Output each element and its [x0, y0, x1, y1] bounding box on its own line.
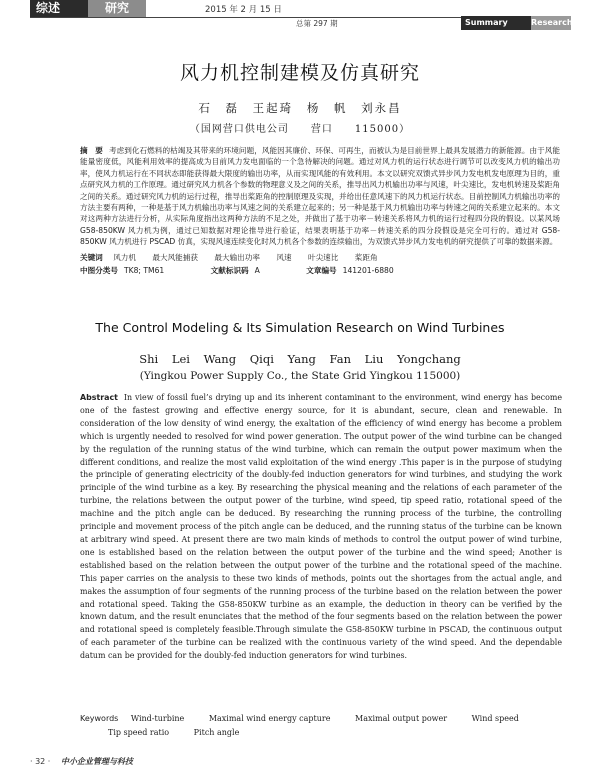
- en-keyword: Maximal output power: [355, 714, 448, 723]
- cn-author: 石 磊: [198, 101, 240, 115]
- en-keyword: Wind-turbine: [130, 714, 185, 723]
- english-keywords: [80, 712, 562, 740]
- article-no-label: 文章编号: [306, 266, 337, 275]
- research-label: Research: [531, 16, 571, 30]
- page-footer: [30, 756, 133, 767]
- article-no-value: 141201-6880: [342, 266, 394, 275]
- classification-line: [80, 265, 560, 276]
- cn-author: 王起琦: [252, 101, 294, 115]
- cn-keyword: 最大风能捕获: [152, 253, 198, 262]
- summary-research-tag: [461, 16, 571, 30]
- en-author: Wang Qiqi: [203, 352, 274, 366]
- en-keyword: Tip speed ratio: [108, 728, 170, 737]
- running-header: [0, 0, 600, 34]
- clc-label: 中图分类号: [80, 266, 118, 275]
- summary-label: Summary: [465, 18, 508, 27]
- en-keyword: Pitch angle: [193, 728, 240, 737]
- en-keywords-label: Keywords: [80, 714, 119, 723]
- cn-keyword: 叶尖速比: [307, 253, 339, 262]
- section-tag: [30, 0, 146, 17]
- issue-number: 总第 297 期: [296, 19, 338, 28]
- cn-keywords-label: 关键词: [80, 253, 103, 262]
- journal-name: 中小企业管理与科技: [60, 757, 133, 766]
- cn-keyword: 风力机: [113, 253, 136, 262]
- cn-keyword: 桨距角: [354, 253, 378, 262]
- cn-abstract-text: 考虑到化石燃料的枯竭及其带来的环境问题，风能因其廉价、环保、可再生，而被认为是目前世界上最具发展潜力的新能源。由于风能能量密度低，风能利用效率的提高成为目前风力发电面临的一个急待解决的问题。通过对风力机的运行状态进行调节可以改变风力机的输出功率，使风力机运行在不同状态即能获得最大限度的输出功率，从而实现风能的有效利用。本文以研究双馈式异步风力发电机发电原理为目的，重点研究风力机的工作原理。通过研究风力机各个参数的物理意义及之间的关系，推导出风力机输出功率与风速，叶尖速比，发电机转速及桨距角之间的关系。通过研究风力机的运行过程，推导出桨距角的控制原理及实现，并给出任意风速下的风力机运行状态。目前控制风力机输出功率的方法主要有两种，一种是基于风力机输出功率与风速之间的关系建立起来的；另一种是基于风力机输出功率与转速之间的关系建立起来的。本文对这两种方法进行分析，从实际角度指出这两种方法的不足之处，并做出了基于功率－转速关系将风力机的运行过程四分段的假设。以某风场 G58-850KW 风力机为例，通过已知数据对理论推导进行验证，结果表明基于功率－转速关系的四分段假设是完全可行的。通过对 G58-850KW 风力机进行 PSCAD 仿真，实现风速连续变化时风力机各个参数的连续输出，为双馈式异步风力发电机的研究提供了可靠的数据来源。: [80, 146, 561, 247]
- chinese-abstract: [80, 145, 560, 248]
- doc-code-value: A: [254, 266, 260, 275]
- en-author: Liu Yongchang: [364, 352, 461, 366]
- cn-author: 杨 帆: [306, 101, 348, 115]
- section-type-label: 研究: [88, 0, 146, 17]
- en-abstract-text: In view of fossil fuel’s drying up and its inherent contaminant to the environment, wind energy has become one of the fastest growing and effective energy source, for it is abundant, secure, clean and renewable. In consideration of the low density of wind energy, the exaltation of the efficiency of wind energy has become a problem which is urgently needed to resolved for wind power generation. The output power of the wind turbine can be changed by the regulation of the running status of the wind turbine, which can remain the output power maximum when the different conditions, and realize the most valid exploitation of the wind energy .This paper is in the purpose of studying the principle of generating electricity of the doubly-fed induction generators for wind turbines, and studying the work principle of the wind turbine as a key. By researching the physical meaning and the relations of each parameter of the turbine, the relations between the output power of the turbine, wind speed, tip speed ratio, rotational speed of the machine and the pitch angle can be deduced. By researching the running process of the turbine, the controlling principle and movement process of the pitch angle can be deduced, and the running status of the turbine can be known at arbitrary wind speed. At present there are two main kinds of methods to control the output power of wind turbine, one is established based on the relation between the output power of the turbine and the wind speed; Another is established based on the relation between the output power of the turbine and the rotational speed of the machine. This paper carries on the analysis to these two kinds of methods, points out the shortages from the actual angle, and makes the assumption of four segments of the running process of the turbine based on the relation between the power and rotational speed. Taking the G58-850KW turbine as an example, the deduction in theory can be verified by the known datum, and the result enunciates that the method of the four segments based on the relation between the power and rotational speed is completely feasible.Through simulate the G58-850KW turbine in PSCAD, the continuous output of each parameter of the turbine can be realized with the continuous variety of the wind speed. And the dependable datum can be provided for the doubly-fed induction generators for wind turbines.: [80, 393, 562, 661]
- cn-author: 刘永昌: [361, 101, 402, 115]
- en-author: Shi Lei: [139, 352, 190, 366]
- section-tag-label: 综述: [36, 1, 61, 15]
- en-abstract-label: Abstract: [80, 393, 118, 402]
- english-abstract: [80, 392, 562, 663]
- en-author: Yang Fan: [287, 352, 351, 366]
- doc-code-label: 文献标识码: [210, 266, 249, 275]
- cn-abstract-label: 摘 要: [80, 146, 103, 155]
- cn-keyword: 风速: [276, 253, 292, 262]
- en-keyword: Maximal wind energy capture: [208, 714, 331, 723]
- issue-date: 2015 年 2 月 15 日: [205, 5, 282, 15]
- english-authors: [0, 352, 600, 366]
- clc-value: TK8; TM61: [123, 266, 165, 275]
- chinese-title: 风力机控制建模及仿真研究: [179, 62, 420, 84]
- en-keyword: Wind speed: [471, 714, 519, 723]
- chinese-affiliation: （国网营口供电公司 营口 115000）: [189, 124, 411, 135]
- cn-keyword: 最大输出功率: [214, 253, 260, 262]
- chinese-keywords: [80, 252, 560, 263]
- chinese-authors: [0, 100, 600, 116]
- english-title: The Control Modeling & Its Simulation Research on Wind Turbines: [95, 320, 505, 335]
- page-number: · 32 ·: [30, 757, 51, 766]
- english-affiliation: (Yingkou Power Supply Co., the State Grid Yingkou 115000): [139, 370, 461, 382]
